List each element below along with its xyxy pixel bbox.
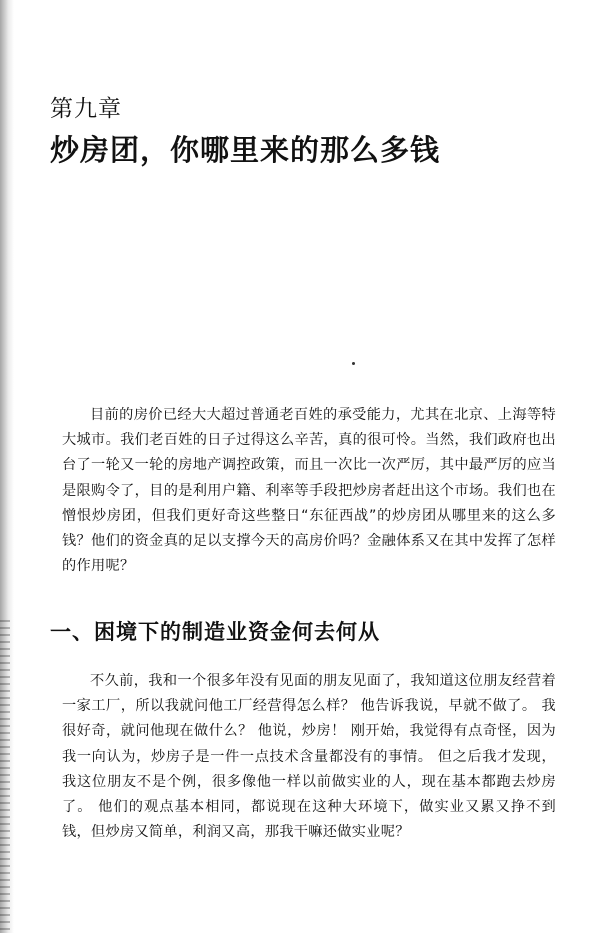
section-heading: 一、困境下的制造业资金何去何从: [50, 620, 380, 644]
intro-paragraph: 目前的房价已经大大超过普通老百姓的承受能力，尤其在北京、上海等特大城市。我们老百姓的日子过得这么辛苦，真的很可怜。当然，我们政府也出台了一轮又一轮的房地产调控政策，而且一次比一次严厉，其中最严厉的应当是限购令了，目的是利用户籍、利率等手段把炒房者赶出这个市场。我们也在憎恨炒房团，但我们更好奇这些整日“东征西战”的炒房团从哪里来的这么多钱？他们的资金真的足以支撑今天的高房价吗？金融体系又在其中发挥了怎样的作用呢？: [62, 407, 556, 575]
section-paragraph: 不久前，我和一个很多年没有见面的朋友见面了，我知道这位朋友经营着一家工厂，所以我就问他工厂经营得怎么样？ 他告诉我说，早就不做了。 我很好奇，就问他现在做什么？ 他说，炒房！ 刚开始，我觉得有点奇怪，因为我一向认为，炒房子是一件一点技术含量都没有的事情。 但之后我才发现，我这位朋友不是个例，很多像他一样以前做实业的人，现在基本都跑去炒房了。 他们的观点基本相同，都说现在这种大环境下，做实业又累又挣不到钱，但炒房又简单，利润又高，那我干嘛还做实业呢？: [62, 673, 556, 841]
chapter-number: 第九章: [50, 96, 122, 122]
scan-speck: [352, 362, 355, 365]
scan-noise: [0, 620, 10, 933]
chapter-title: 炒房团，你哪里来的那么多钱: [50, 133, 441, 167]
